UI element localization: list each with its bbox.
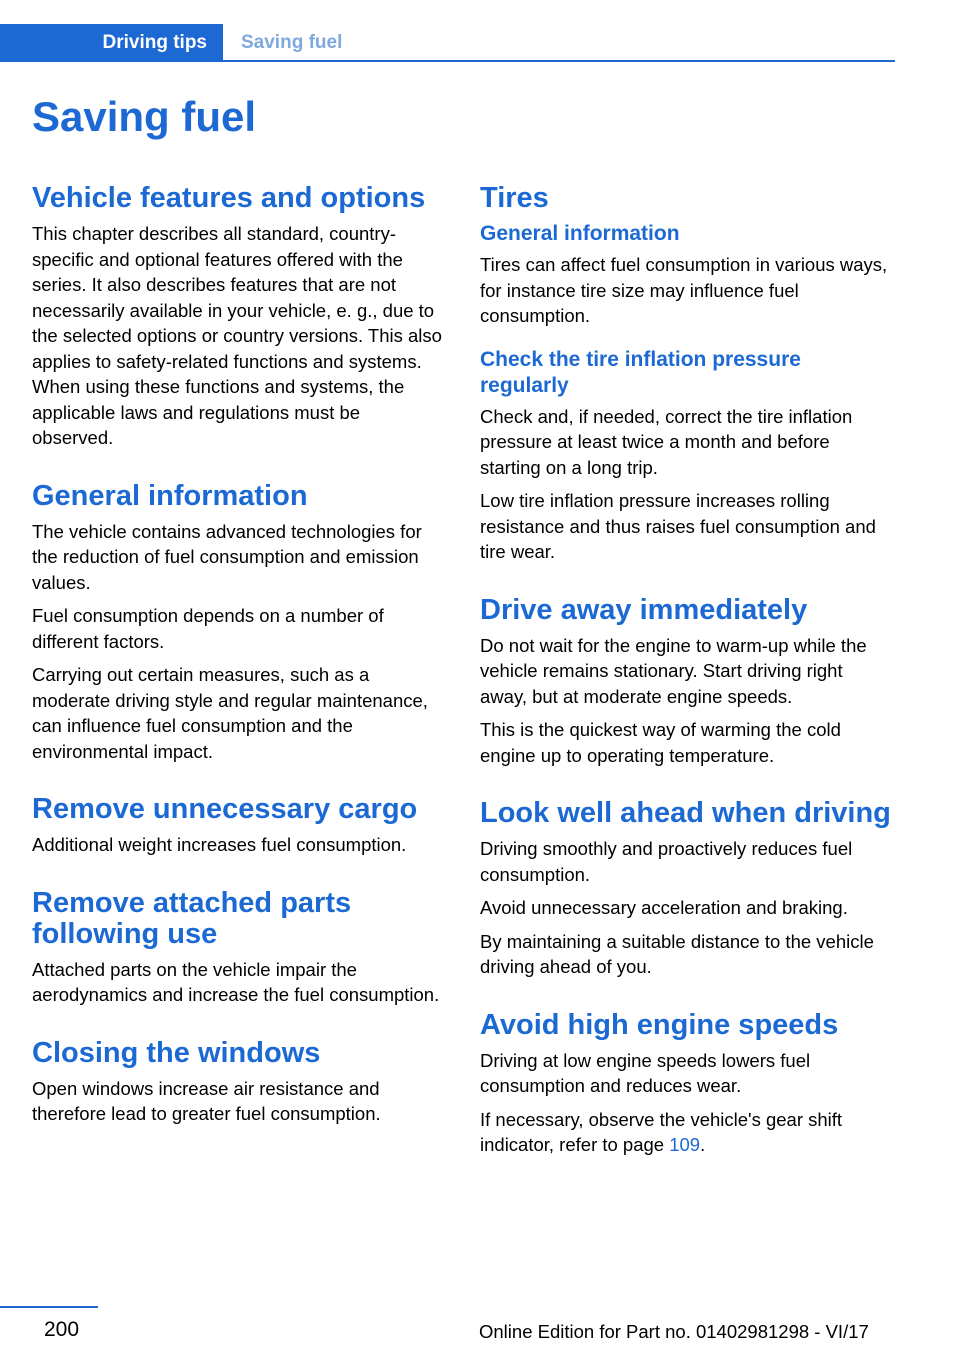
page-number-rule: [0, 1306, 98, 1308]
section-vehicle-features: [32, 183, 444, 451]
left-column: [32, 183, 444, 1157]
section-heading: Vehicle features and options: [32, 182, 426, 214]
section-tires: [480, 183, 892, 565]
paragraph: Avoid unnecessary acceleration and braking.: [480, 897, 848, 918]
paragraph-text: If necessary, observe the vehicle's gear shift indicator, refer to page: [480, 1108, 843, 1155]
edition-footer: Online Edition for Part no. 01402981298 - VI/17: [479, 1321, 869, 1342]
section-heading: Look well ahead when driving: [480, 797, 891, 829]
page-reference-link[interactable]: 109: [669, 1134, 701, 1155]
breadcrumb-saving-fuel[interactable]: Saving fuel: [241, 32, 343, 53]
paragraph: This is the quickest way of warming the cold engine up to operating temperature.: [480, 719, 841, 766]
paragraph-text: .: [700, 1134, 706, 1155]
paragraph: Carrying out certain measures, such as a moderate driving style and regular maintenance, can influence fuel consumption and the environmental impact.: [32, 664, 428, 762]
paragraph: Fuel consumption depends on a number of different factors.: [32, 605, 384, 652]
subsection-tires-general: [480, 221, 892, 329]
subsection-heading: Check the tire inflation pressure regularly: [480, 347, 801, 397]
paragraph: Additional weight increases fuel consumption.: [32, 834, 407, 855]
subsection-heading: General information: [480, 222, 680, 245]
section-heading: General information: [32, 479, 308, 512]
paragraph: Tires can affect fuel consumption in various ways, for instance tire size may influence fuel consumption.: [480, 254, 888, 326]
section-general-information: [32, 481, 444, 765]
section-drive-away: [480, 595, 892, 769]
section-heading: Closing the windows: [32, 1036, 321, 1069]
breadcrumb-driving-tips[interactable]: Driving tips: [0, 24, 223, 62]
paragraph: Do not wait for the engine to warm-up while the vehicle remains stationary. Start driving right away, but at moderate engine speeds.: [480, 634, 867, 707]
paragraph: Open windows increase air resistance and therefore lead to greater fuel consumption.: [32, 1077, 381, 1124]
section-heading: Tires: [480, 182, 549, 214]
right-column: [480, 183, 892, 1188]
header-rule: [223, 60, 895, 62]
paragraph: Attached parts on the vehicle impair the aerodynamics and increase the fuel consumption.: [32, 958, 440, 1005]
paragraph: The vehicle contains advanced technologies for the reduction of fuel consumption and emission values.: [32, 520, 422, 593]
section-remove-attached-parts: [32, 888, 444, 1008]
paragraph: Low tire inflation pressure increases rolling resistance and thus raises fuel consumption and tire wear.: [480, 490, 876, 562]
section-remove-cargo: [32, 794, 444, 858]
section-high-engine-speeds: [480, 1010, 892, 1158]
section-heading: Drive away immediately: [480, 593, 808, 626]
paragraph: This chapter describes all standard, country-specific and optional features offered with the series. It also describes features that are not necessarily available in your vehicle, e. g., due to the selected options or country versions. This also applies to safety-related functions and systems. When using these functions and systems, the applicable laws and regulations must be observed.: [32, 223, 442, 448]
section-heading: Remove unnecessary cargo: [32, 793, 418, 825]
paragraph-with-link: [480, 1107, 892, 1158]
section-heading: Avoid high engine speeds: [480, 1008, 839, 1041]
paragraph: Driving smoothly and proactively reduces fuel consumption.: [480, 838, 853, 885]
subsection-tire-pressure: [480, 347, 892, 565]
page-title: Saving fuel: [32, 93, 257, 140]
header-bar: [0, 24, 895, 62]
paragraph: Driving at low engine speeds lowers fuel consumption and reduces wear.: [480, 1049, 811, 1096]
paragraph: Check and, if needed, correct the tire inflation pressure at least twice a month and before starting on a long trip.: [480, 405, 853, 478]
section-look-ahead: [480, 798, 892, 980]
section-heading: Remove attached parts following use: [32, 886, 352, 950]
page-number: 200: [44, 1318, 80, 1341]
section-closing-windows: [32, 1038, 444, 1127]
paragraph: By maintaining a suitable distance to the vehicle driving ahead of you.: [480, 930, 874, 977]
